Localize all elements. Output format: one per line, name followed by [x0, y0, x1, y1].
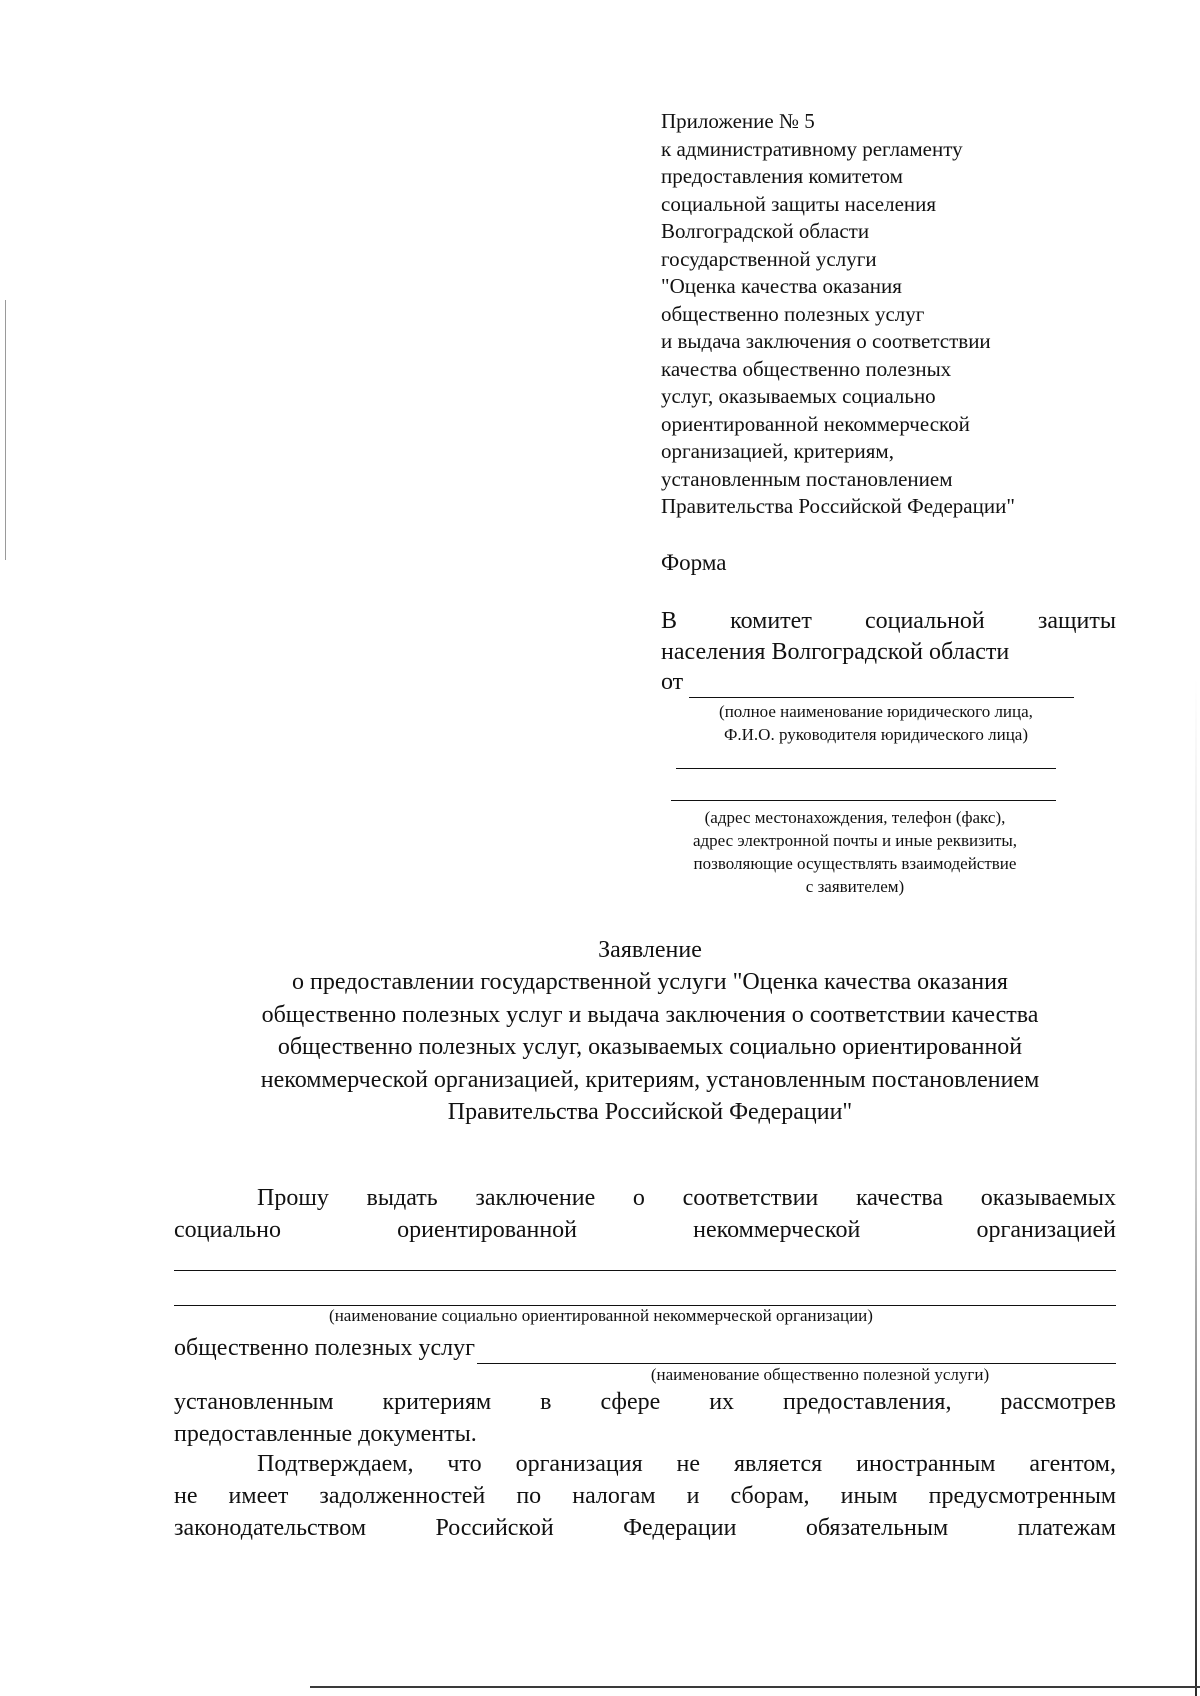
- applicant-address-field-1[interactable]: [676, 768, 1056, 769]
- addressee-block: [661, 606, 1116, 698]
- confirmation-paragraph: [174, 1448, 1116, 1544]
- appendix-line: государственной услуги: [661, 246, 877, 271]
- services-label: общественно полезных услуг: [174, 1335, 475, 1361]
- from-label: от: [661, 669, 684, 695]
- addressee-line-2: населения Волгоградской области: [661, 639, 1010, 665]
- appendix-line: установленным постановлением: [661, 466, 953, 491]
- applicant-name-field[interactable]: [689, 675, 1074, 698]
- address-note-line: (адрес местонахождения, телефон (факс),: [704, 808, 1006, 827]
- statement-subtitle: [150, 966, 1150, 1129]
- appendix-line: к административному регламенту: [661, 136, 963, 161]
- organization-caption: (наименование социально ориентированной некоммерческой организации): [329, 1306, 873, 1325]
- appendix-line: организацией, критериям,: [661, 439, 894, 463]
- statement-subtitle-line: некоммерческой организацией, критериям, установленным постановлением: [260, 1066, 1040, 1093]
- appendix-line: и выдача заключения о соответствии: [661, 329, 991, 353]
- appendix-line: Правительства Российской Федерации": [661, 494, 1015, 518]
- applicant-note: [686, 700, 1066, 746]
- appendix-line: предоставления комитетом: [661, 164, 903, 188]
- appendix-line: Приложение № 5: [661, 109, 815, 133]
- address-note-line: позволяющие осуществлять взаимодействие: [693, 854, 1017, 873]
- statement-subtitle-line: общественно полезных услуг и выдача заключения о соответствии качества: [261, 1001, 1039, 1028]
- statement-subtitle-line: общественно полезных услуг, оказываемых социально ориентированной: [277, 1034, 1023, 1060]
- form-label: Форма: [661, 550, 727, 575]
- appendix-line: качества общественно полезных: [661, 356, 952, 381]
- applicant-note-line: Ф.И.О. руководителя юридического лица): [723, 725, 1029, 744]
- appendix-line: ориентированной некоммерческой: [661, 411, 970, 436]
- service-row: [174, 1332, 1116, 1364]
- appendix-line: Волгоградской области: [661, 219, 870, 243]
- statement-title: Заявление: [598, 937, 702, 963]
- applicant-address-field-2[interactable]: [671, 800, 1056, 801]
- statement-subtitle-line: о предоставлении государственной услуги "Оценка качества оказания: [292, 969, 1008, 995]
- address-note: [640, 806, 1070, 898]
- paragraph-line: не имеет задолженностей по налогам и сборам, иным предусмотренным: [174, 1483, 1116, 1509]
- appendix-line: социальной защиты населения: [661, 191, 937, 216]
- appendix-line: "Оценка качества оказания: [661, 274, 902, 298]
- scan-artifact-bottom: [310, 1686, 1200, 1688]
- appendix-line: общественно полезных услуг: [661, 301, 925, 326]
- appendix-line: услуг, оказываемых социально: [661, 384, 936, 408]
- paragraph-line: установленным критериям в сфере их предоставления, рассмотрев: [174, 1389, 1116, 1415]
- statement-subtitle-line: Правительства Российской Федерации": [447, 1099, 853, 1125]
- from-row: [661, 668, 1116, 698]
- criteria-paragraph: [174, 1386, 1116, 1450]
- paragraph-line: предоставленные документы.: [174, 1421, 477, 1447]
- paragraph-line: социально ориентированной некоммерческой организацией: [174, 1217, 1116, 1243]
- organization-name-field-1[interactable]: [174, 1270, 1116, 1271]
- paragraph-line: законодательством Российской Федерации обязательным платежам: [174, 1515, 1116, 1541]
- service-caption: (наименование общественно полезной услуги): [650, 1365, 990, 1384]
- addressee-line-1: В комитет социальной защиты: [661, 608, 1116, 634]
- address-note-line: с заявителем): [805, 877, 905, 896]
- scan-artifact-left: [5, 300, 6, 560]
- paragraph-line: Подтверждаем, что организация не является иностранным агентом,: [257, 1451, 1116, 1477]
- paragraph-line: Прошу выдать заключение о соответствии качества оказываемых: [257, 1185, 1116, 1211]
- applicant-note-line: (полное наименование юридического лица,: [719, 702, 1033, 721]
- address-note-line: адрес электронной почты и иные реквизиты,: [692, 831, 1018, 850]
- service-name-field[interactable]: [477, 1338, 1116, 1364]
- scan-artifact-right: [1195, 0, 1197, 1696]
- appendix-header: [661, 108, 1015, 521]
- request-paragraph: [174, 1182, 1116, 1246]
